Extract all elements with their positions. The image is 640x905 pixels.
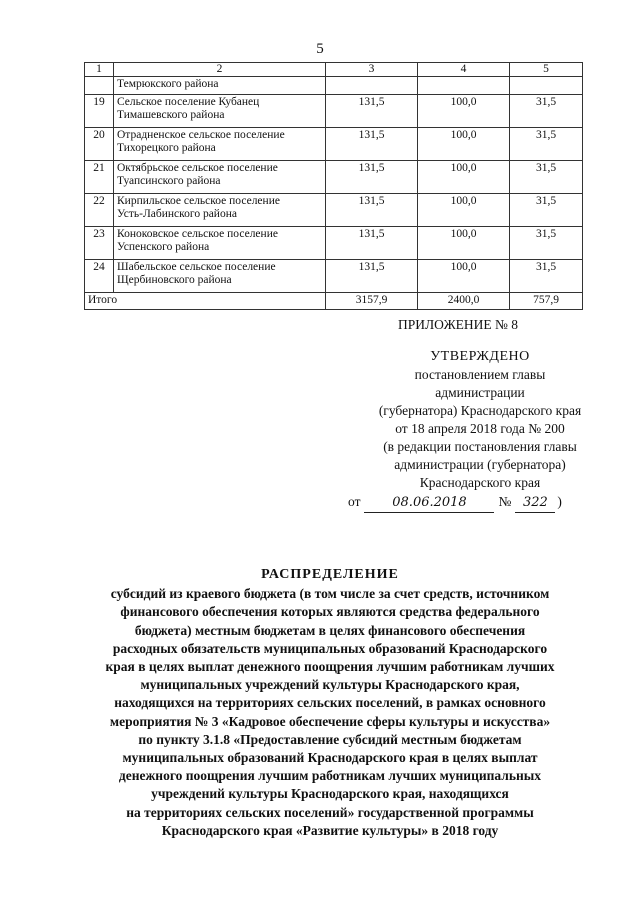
table-row (85, 194, 583, 227)
row-number: 23 (85, 227, 114, 260)
resolution-signature-line (330, 493, 630, 513)
approval-line: постановлением главы (414, 367, 546, 382)
table-header-row (85, 63, 583, 77)
title-line: Краснодарского края «Развитие культуры» в 2018 году (161, 822, 499, 838)
title-line: муниципальных образований Краснодарского края в целях выплат (122, 750, 538, 766)
distribution-title (70, 566, 590, 840)
value-col3: 131,5 (326, 95, 418, 128)
settlement-name (114, 128, 326, 161)
approval-block (330, 316, 630, 513)
approval-line: администрации (губернатора) (394, 457, 566, 472)
from-label: от (348, 494, 361, 509)
settlement-name (114, 194, 326, 227)
settlement-name-line: Усть-Лабинского района (117, 208, 237, 220)
value-col4: 100,0 (418, 128, 510, 161)
settlement-name-line: Октябрьское сельское поселение (117, 162, 278, 174)
value-col5: 31,5 (510, 260, 583, 293)
table-row (85, 227, 583, 260)
title-line: финансового обеспечения которых являются средства федерального (120, 604, 540, 620)
title-line: на территориях сельских поселений» государственной программы (126, 804, 534, 820)
title-line: по пункту 3.1.8 «Предоставление субсидий местным бюджетам (138, 731, 522, 747)
value-col5: 31,5 (510, 128, 583, 161)
title-line: денежного поощрения лучшим работникам лучших муниципальных (118, 768, 542, 784)
row-number: 24 (85, 260, 114, 293)
settlement-name (114, 227, 326, 260)
value-col5: 31,5 (510, 227, 583, 260)
settlement-name-line: Шабельское сельское поселение (117, 261, 276, 273)
row-number: 19 (85, 95, 114, 128)
settlement-name-line: Коноковское сельское поселение (117, 228, 278, 240)
table-total-row (85, 293, 583, 310)
value-col3: 131,5 (326, 194, 418, 227)
value-col4: 100,0 (418, 227, 510, 260)
title-line: муниципальных учреждений культуры Краснодарского края, (140, 677, 520, 693)
value-col4: 100,0 (418, 161, 510, 194)
approval-line: (губернатора) Краснодарского края (378, 403, 582, 418)
approval-line: от 18 апреля 2018 года № 200 (395, 421, 565, 436)
total-v4: 2400,0 (418, 293, 510, 310)
column-header: 3 (326, 63, 418, 77)
approval-line: (в редакции постановления главы (383, 439, 577, 454)
column-header: 2 (114, 63, 326, 77)
column-header: 1 (85, 63, 114, 77)
title-line: края в целях выплат денежного поощрения лучшим работникам лучших (105, 659, 555, 675)
settlement-name (114, 161, 326, 194)
total-label: Итого (85, 293, 326, 310)
table-row (85, 260, 583, 293)
value-col4: 100,0 (418, 95, 510, 128)
annex-label: ПРИЛОЖЕНИЕ № 8 (398, 317, 519, 332)
table-row-continuation (85, 77, 583, 95)
value-col3: 131,5 (326, 161, 418, 194)
approved-label: УТВЕРЖДЕНО (430, 349, 530, 364)
settlement-name (114, 260, 326, 293)
row-number: 21 (85, 161, 114, 194)
close-paren: ) (557, 494, 562, 509)
page-number: 5 (316, 41, 324, 57)
total-v5: 757,9 (510, 293, 583, 310)
row-number: 20 (85, 128, 114, 161)
settlement-name-line: Щербиновского района (117, 274, 232, 286)
column-header: 5 (510, 63, 583, 77)
approval-line: администрации (435, 385, 525, 400)
settlement-name-line: Туапсинского района (117, 175, 221, 187)
settlement-name (114, 95, 326, 128)
value-col5: 31,5 (510, 161, 583, 194)
settlement-name-line: Сельское поселение Кубанец (117, 96, 260, 108)
title-line: расходных обязательств муниципальных образований Краснодарского (112, 640, 548, 656)
continuation-text: Темрюкского района (114, 77, 326, 95)
value-col5: 31,5 (510, 95, 583, 128)
title-line: учреждений культуры Краснодарского края, находящихся (151, 786, 509, 802)
handwritten-number: 322 (515, 494, 555, 513)
title-line: мероприятия № 3 «Кадровое обеспечение сферы культуры и искусства» (109, 713, 551, 729)
number-label: № (498, 494, 512, 509)
value-col3: 131,5 (326, 227, 418, 260)
settlement-name-line: Отрадненское сельское поселение (117, 129, 285, 141)
value-col4: 100,0 (418, 260, 510, 293)
value-col5: 31,5 (510, 194, 583, 227)
title-line: находящихся на территориях сельских поселений, в рамках основного (114, 695, 546, 711)
handwritten-date: 08.06.2018 (364, 494, 494, 513)
table-row (85, 128, 583, 161)
value-col3: 131,5 (326, 128, 418, 161)
table-row (85, 95, 583, 128)
title-heading: РАСПРЕДЕЛЕНИЕ (261, 567, 399, 582)
title-line: субсидий из краевого бюджета (в том числе за счет средств, источником (110, 586, 550, 602)
column-header: 4 (418, 63, 510, 77)
settlement-name-line: Тимашевского района (117, 109, 225, 121)
settlement-name-line: Кирпильское сельское поселение (117, 195, 280, 207)
row-number: 22 (85, 194, 114, 227)
approval-line: Краснодарского края (419, 475, 541, 490)
settlement-name-line: Успенского района (117, 241, 210, 253)
table-row (85, 161, 583, 194)
value-col4: 100,0 (418, 194, 510, 227)
settlement-name-line: Тихорецкого района (117, 142, 216, 154)
subsidy-table (84, 62, 583, 310)
total-v3: 3157,9 (326, 293, 418, 310)
title-line: бюджета) местным бюджетам в целях финансового обеспечения (134, 622, 526, 638)
value-col3: 131,5 (326, 260, 418, 293)
